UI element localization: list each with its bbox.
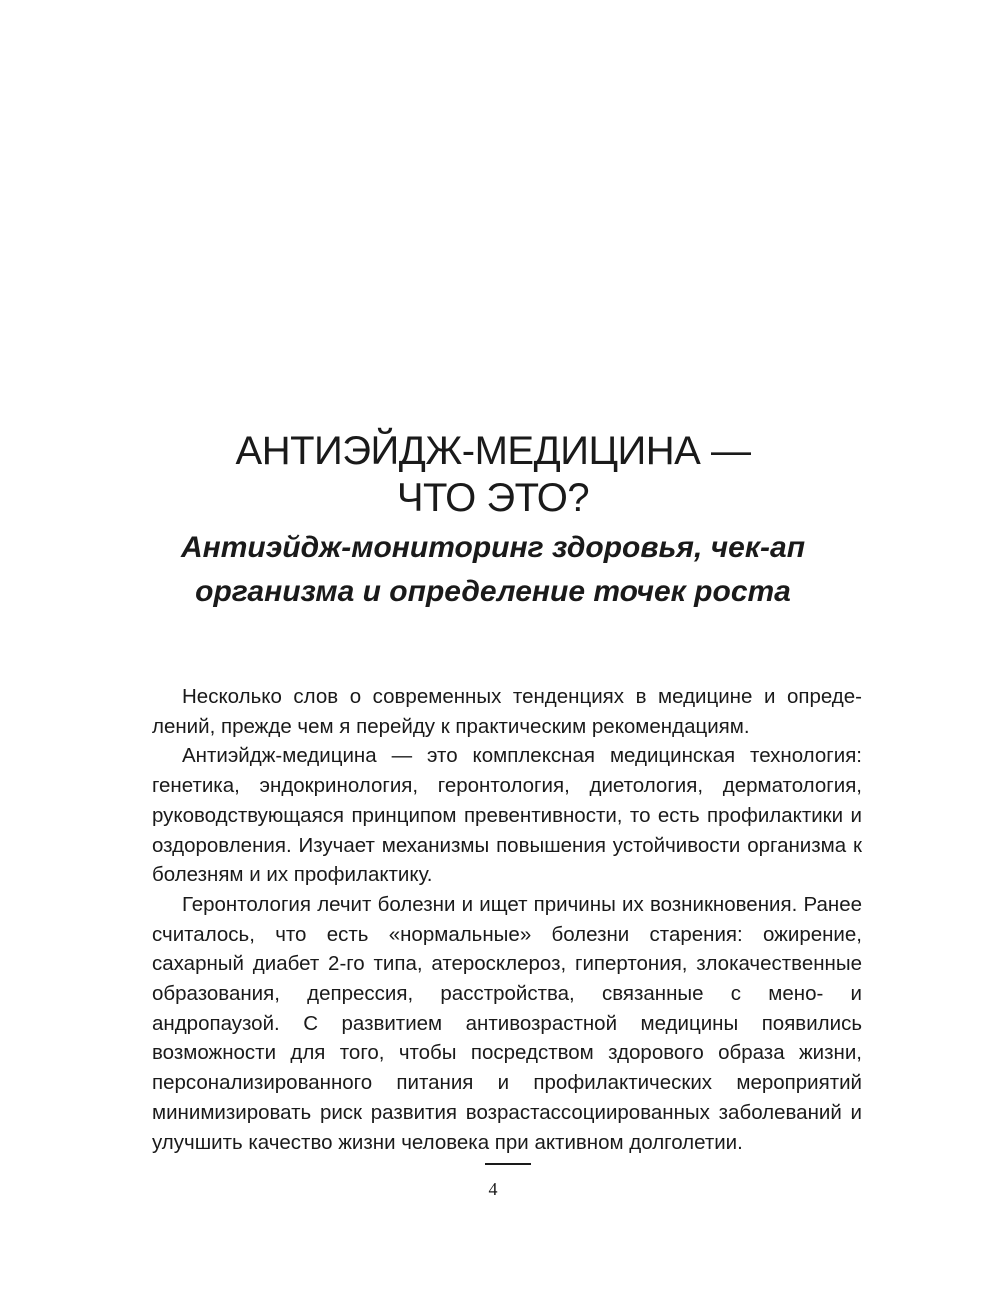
page-number: 4 [488, 1179, 498, 1199]
paragraph: Геронтология лечит болезни и ищет причины их возникновения. Ранее считалось, что есть «нормальные» болезни старения: ожирение, сахарный диабет 2-го типа, атеросклероз, гипертония, злокачественные образования, депрессия, расстройства, связанные с мено- и андропаузой. С развитием антивозрастной медицины появились возможности для того, чтобы посредством здорового образа жизни, персонализированного питания и профилактических мероприятий минимизировать риск развития возрастассоциированных заболеваний и улучшить качество жизни человека при активном долголетии. [152, 892, 862, 1154]
footer-divider [485, 1163, 531, 1165]
chapter-title-line: ЧТО ЭТО? [396, 476, 590, 520]
chapter-title-line: АНТИЭЙДЖ-МЕДИЦИНА — [235, 429, 751, 473]
body-text [152, 682, 862, 1157]
chapter-subtitle-line: организма и определение точек роста [195, 575, 791, 608]
chapter-subtitle [0, 526, 986, 614]
chapter-subtitle-line: Антиэйдж-мониторинг здоровья, чек-ап [180, 531, 806, 564]
paragraph: Антиэйдж-медицина — это комплексная медицинская технология: генетика, эндокринология, геронтология, диетология, дерматология, руководствующаяся принципом превентивности, то есть профилактики и оздоровления. Изучает механизмы повышения устойчивости организма к болезням и их профилактику. [152, 744, 862, 887]
chapter-title [0, 428, 986, 522]
paragraph: Несколько слов о современных тенденциях в медицине и определений, прежде чем я перейду к практическим рекомендациям. [152, 685, 862, 738]
